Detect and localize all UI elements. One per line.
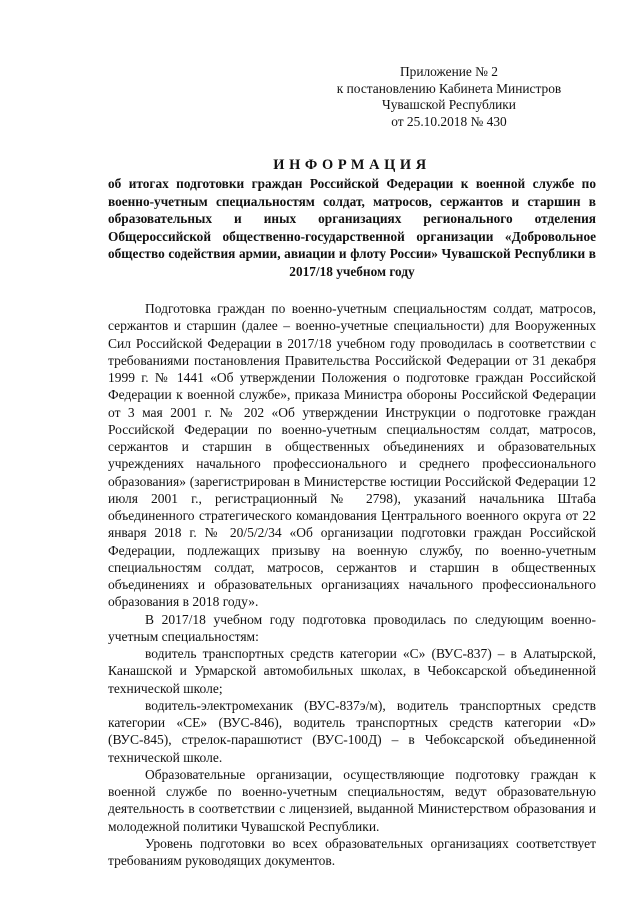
appendix-decree: к постановлению Кабинета Министров: [336, 80, 562, 96]
paragraph-5: Образовательные организации, осуществляющие подготовку граждан к военной службе по военно-учетным специальностям, ведут образовательную деятельность в соответствии с лицензией, выданной Министерством образования и молодежной политики Чувашской Республики.: [108, 766, 596, 834]
appendix-republic: Чувашской Республики: [382, 97, 516, 112]
paragraph-1: Подготовка граждан по военно-учетным специальностям солдат, матросов, сержантов и старшин (далее – военно-учетные специальности) для Вооруженных Сил Российской Федерации в 2017/18 учебном году проводилась в соответствии с требованиями постановления Правительства Российской Федерации от 31 декабря 1999 г. № 1441 «Об утверждении Положения о подготовке граждан Российской Федерации к военной службе», приказа Министра обороны Российской Федерации от 3 мая 2001 г. № 202 «Об утверждении Инструкции о подготовке граждан Российской Федерации по военно-учетным специальностям солдат, матросов, сержантов и старшин в общественных объединениях и образовательных учреждениях начального профессионального и среднего профессионального образования» (зарегистрирован в Министерстве юстиции Российской Федерации 12 июля 2001 г., регистрационный № 2798), указаний начальника Штаба объединенного стратегического командования Центрального военного округа от 22 января 2018 г. № 20/5/2/34 «Об организации подготовки граждан Российской Федерации, подлежащих призыву на военную службу, по военно-учетным специальностям солдат, матросов, сержантов и старшин в общественных объединениях и образовательных организациях начального профессионального образования в 2018 году».: [108, 301, 596, 610]
title-heading: ИНФОРМАЦИЯ: [273, 157, 431, 173]
document-body: [108, 300, 596, 869]
appendix-header: [300, 64, 598, 130]
paragraph-4: водитель-электромеханик (ВУС-837э/м), водитель транспортных средств категории «СЕ» (ВУС-846), водитель транспортных средств категории «D» (ВУС-845), стрелок-парашютист (ВУС-100Д) – в Чебоксарской объединенной технической школе.: [108, 697, 596, 765]
document-title: [108, 156, 596, 281]
paragraph-3: водитель транспортных средств категории «С» (ВУС-837) – в Алатырской, Канашской и Урмарской автомобильных школах, в Чебоксарской объединенной технической школе;: [108, 646, 596, 696]
paragraph-6: Уровень подготовки во всех образовательных организациях соответствует требованиям руководящих документов.: [108, 835, 596, 868]
appendix-number: Приложение № 2: [399, 64, 499, 79]
title-subtitle: об итогах подготовки граждан Российской Федерации к военной службе по военно-учетным специальностям солдат, матросов, сержантов и старшин в образовательных и иных организациях регионального отделения Общероссийской общественно-государственной организации «Добровольное общество содействия армии, авиации и флоту России» Чувашской Республики в 2017/18 учебном году: [108, 176, 596, 279]
appendix-date-number: от 25.10.2018 № 430: [391, 113, 507, 129]
paragraph-2: В 2017/18 учебном году подготовка проводилась по следующим военно-учетным специальностям:: [108, 611, 596, 644]
